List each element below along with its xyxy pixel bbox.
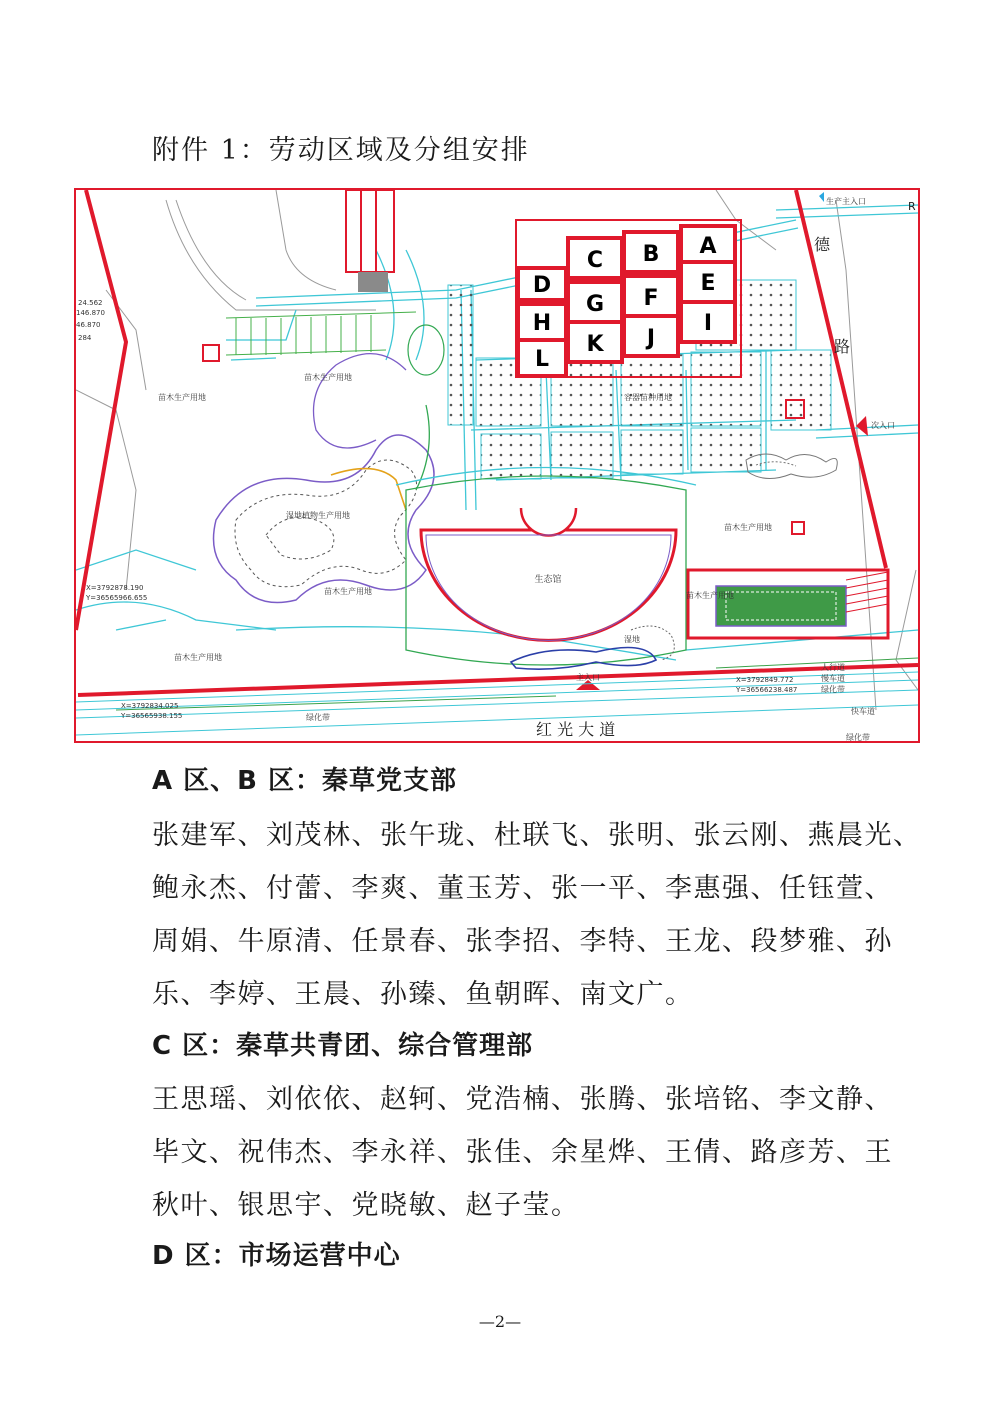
zone-l <box>518 340 566 376</box>
zone-j <box>624 316 678 356</box>
slow-lane-label: 慢车道 <box>821 674 845 683</box>
left-num-2: 146.870 <box>76 309 105 317</box>
road-char-de: 德 <box>814 235 831 254</box>
zone-g <box>568 282 622 322</box>
nursery-label-4: 苗木生产用地 <box>324 587 372 596</box>
attachment-title: 附件 1：劳动区域及分组安排 <box>152 135 530 166</box>
zone-f <box>624 276 678 316</box>
eco-hall-label: 生态馆 <box>534 575 562 585</box>
svg-text:C: C <box>586 248 604 273</box>
road-char-lu: 路 <box>834 337 851 356</box>
avenue-name: 红 光 大 道 <box>536 720 616 739</box>
nursery-label-5: 苗木生产用地 <box>686 591 734 600</box>
svg-text:I: I <box>703 311 713 336</box>
zone-i <box>681 302 735 342</box>
prod-entrance-label: 生产主入口 <box>826 197 866 206</box>
zone-c <box>568 238 622 278</box>
names-line: 毕文、祝伟杰、李永祥、张佳、余星烨、王倩、路彦芳、王 <box>152 1137 893 1168</box>
coord-5: X=3792834.025 <box>121 702 179 710</box>
section-heading-d: D 区：市场运营中心 <box>152 1241 401 1271</box>
names-line: 张建军、刘茂林、张午珑、杜联飞、张明、张云刚、燕晨光、 <box>152 820 922 851</box>
coord-2: Y=36565966.655 <box>86 594 148 602</box>
zone-h <box>518 304 566 340</box>
names-line: 王思瑶、刘依依、赵轲、党浩楠、张腾、张培铭、李文静、 <box>152 1084 893 1115</box>
coord-1: X=3792878.190 <box>86 584 144 592</box>
site-plan-map <box>74 188 920 743</box>
eco-hall <box>396 468 696 666</box>
coord-6: Y=36565938.155 <box>121 712 183 720</box>
fast-lane-label: 快车道 <box>851 707 875 716</box>
main-entrance-label: 主入口 <box>576 673 600 682</box>
nursery-label-3: 苗木生产用地 <box>724 523 772 532</box>
zone-d <box>518 268 566 300</box>
wetland-label: 湿地植物生产用地 <box>286 511 350 520</box>
svg-text:B: B <box>642 242 660 267</box>
left-num-1: 24.562 <box>78 299 103 307</box>
coord-3: X=3792849.772 <box>736 676 794 684</box>
nursery-hatch-left <box>226 312 416 355</box>
names-line: 鲍永杰、付蕾、李爽、董玉芳、张一平、李惠强、任钰萱、 <box>152 873 893 904</box>
left-num-3: 46.870 <box>76 321 101 329</box>
sidewalk-label: 人行道 <box>821 663 845 672</box>
green-belt-left: 绿化带 <box>306 713 330 722</box>
gate-structure <box>358 272 388 292</box>
svg-text:A: A <box>699 234 717 259</box>
svg-text:K: K <box>586 332 604 357</box>
section-heading-c: C 区：秦草共青团、综合管理部 <box>152 1031 534 1061</box>
svg-text:F: F <box>643 286 659 311</box>
wetland-paths <box>214 325 445 603</box>
names-line: 乐、李婷、王晨、孙臻、鱼朝晖、南文广。 <box>152 979 694 1010</box>
names-line: 秋叶、银思宇、党晓敏、赵子莹。 <box>152 1190 580 1221</box>
side-entrance-label: 次入口 <box>871 421 895 430</box>
zone-e <box>681 262 735 302</box>
page-number: —2— <box>478 1312 522 1331</box>
left-num-4: 284 <box>78 334 92 342</box>
svg-text:L: L <box>534 347 550 372</box>
pond-label: 湿地 <box>624 635 640 644</box>
corner-r: R <box>908 200 916 213</box>
nursery-label-1: 苗木生产用地 <box>158 393 206 402</box>
seedling-label: 容器苗种用地 <box>624 393 672 402</box>
nursery-label-6: 苗木生产用地 <box>174 653 222 662</box>
zone-b <box>624 232 678 272</box>
svg-text:J: J <box>646 326 656 351</box>
svg-text:G: G <box>585 292 605 317</box>
svg-text:D: D <box>532 273 552 298</box>
plaza <box>688 570 888 638</box>
green-belt-bottom: 绿化带 <box>846 733 870 741</box>
svg-text:E: E <box>700 271 716 296</box>
svg-text:H: H <box>532 311 552 336</box>
zone-a <box>681 226 735 262</box>
names-line: 周娟、牛原清、任景春、张李招、李特、王龙、段梦雅、孙 <box>152 926 893 957</box>
coord-4: Y=36566238.487 <box>736 686 798 694</box>
green-belt-right: 绿化带 <box>821 685 845 694</box>
section-heading-ab: A 区、B 区：秦草党支部 <box>152 766 458 796</box>
nursery-label-2: 苗木生产用地 <box>304 373 352 382</box>
zone-k <box>568 322 622 362</box>
